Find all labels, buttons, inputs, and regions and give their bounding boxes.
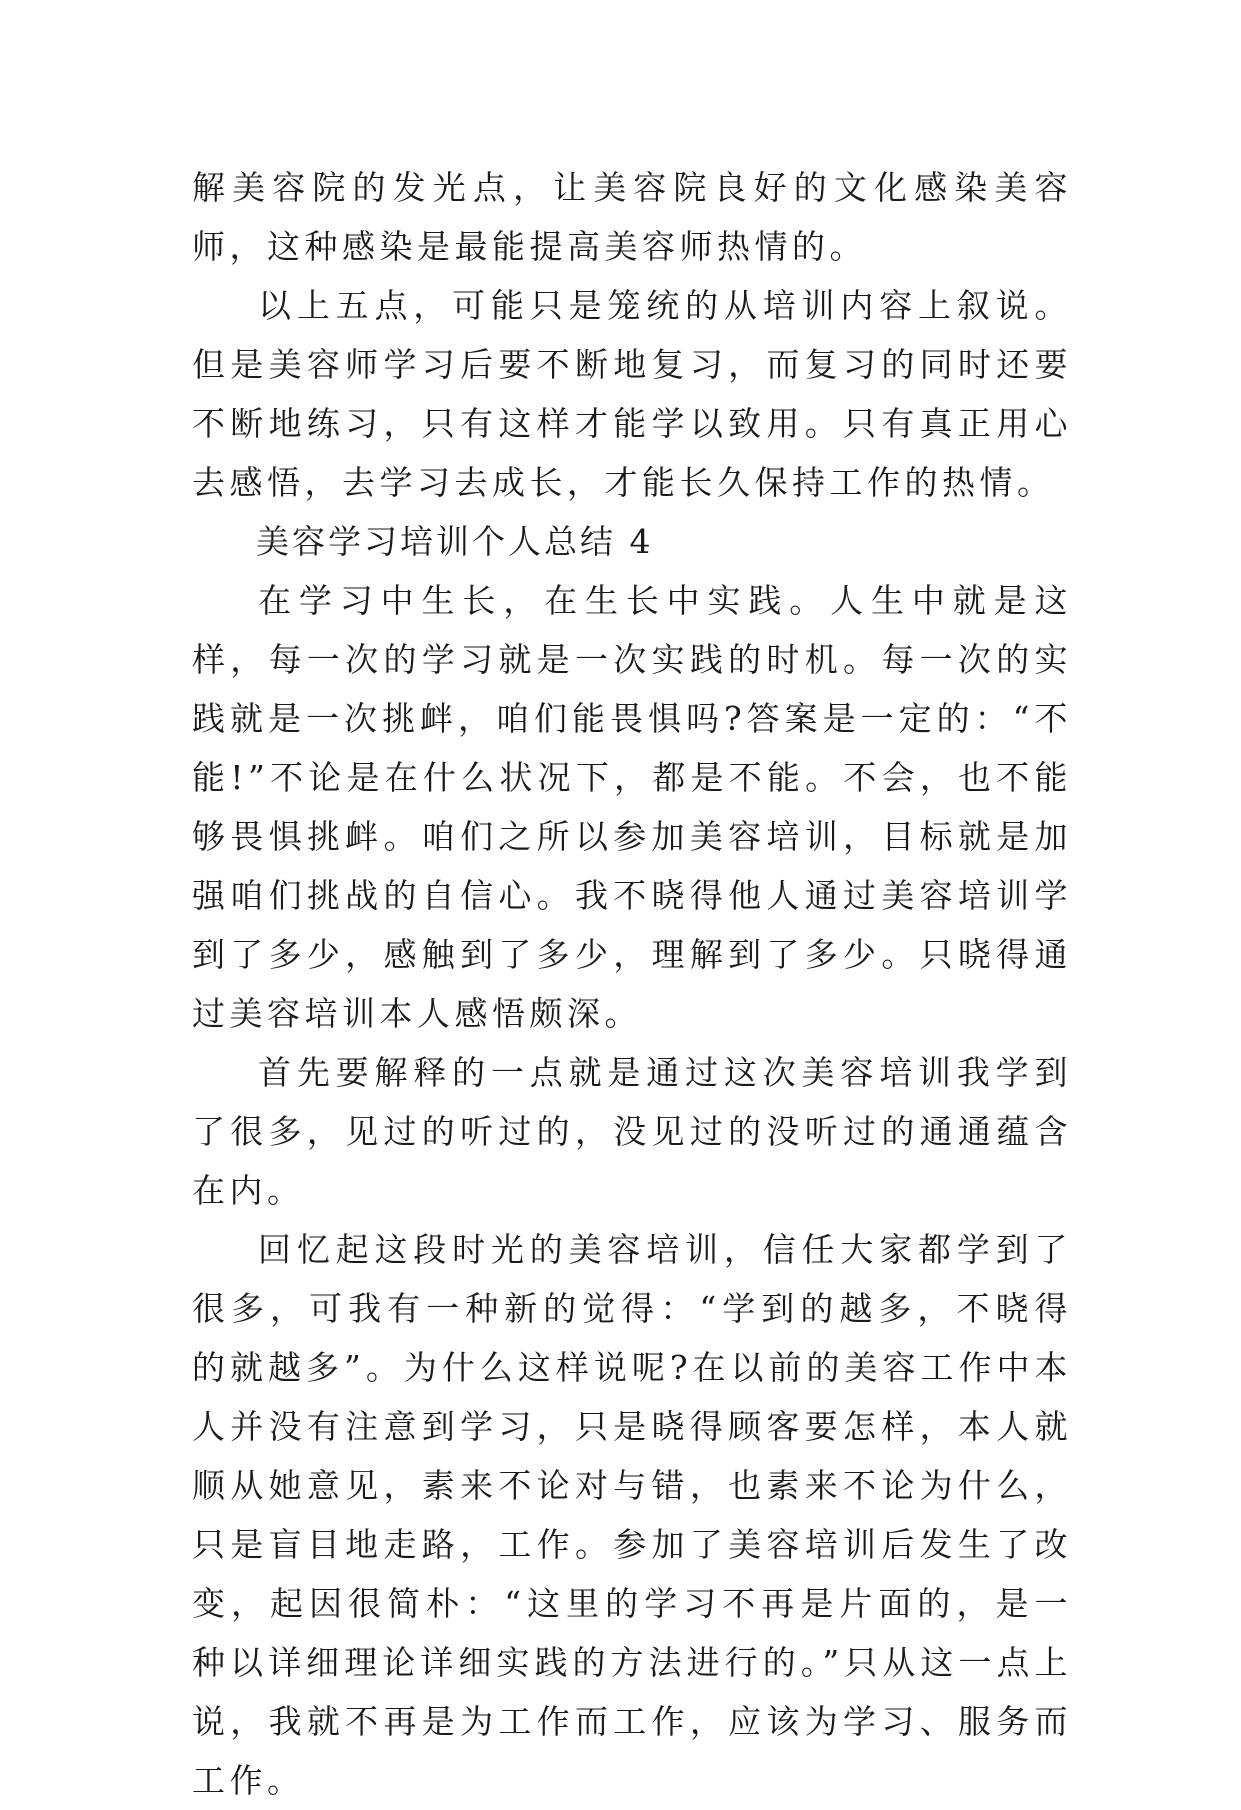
paragraph-learning-practice: 在学习中生长，在生长中实践。人生中就是这样，每一次的学习就是一次实践的时机。每一次的实践就是一次挑衅，咱们能畏惧吗?答案是一定的：“不能!”不论是在什么状况下，都是不能。不会，也不能够畏惧挑衅。咱们之所以参加美容培训，目标就是加强咱们挑战的自信心。我不晓得他人通过美容培训学到了多少，感触到了多少，理解到了多少。只晓得通过美容培训本人感悟颇深。 xyxy=(192,581,1072,1033)
paragraph-reflection: 回忆起这段时光的美容培训，信任大家都学到了很多，可我有一种新的觉得：“学到的越多，不晓得的就越多”。为什么这样说呢?在以前的美容工作中本人并没有注意到学习，只是晓得顾客要怎样，本人就顺从她意见，素来不论对与错，也素来不论为什么，只是盲目地走路，工作。参加了美容培训后发生了改变，起因很简朴：“这里的学习不再是片面的，是一种以详细理论详细实践的方法进行的。”只从这一点上说，我就不再是为工作而工作，应该为学习、服务而工作。 xyxy=(192,1230,1072,1800)
document-body xyxy=(192,158,1072,1810)
paragraph-summary: 以上五点，可能只是笼统的从培训内容上叙说。但是美容师学习后要不断地复习，而复习的同时还要不断地练习，只有这样才能学以致用。只有真正用心去感悟，去学习去成长，才能长久保持工作的热情。 xyxy=(192,286,1072,502)
paragraph-continuation: 解美容院的发光点，让美容院良好的文化感染美容师，这种感染是最能提高美容师热情的。 xyxy=(192,168,1072,266)
section-heading: 美容学习培训个人总结 4 xyxy=(256,522,654,561)
paragraph-first-point: 首先要解释的一点就是通过这次美容培训我学到了很多，见过的听过的，没见过的没听过的通通蕴含在内。 xyxy=(192,1053,1072,1210)
